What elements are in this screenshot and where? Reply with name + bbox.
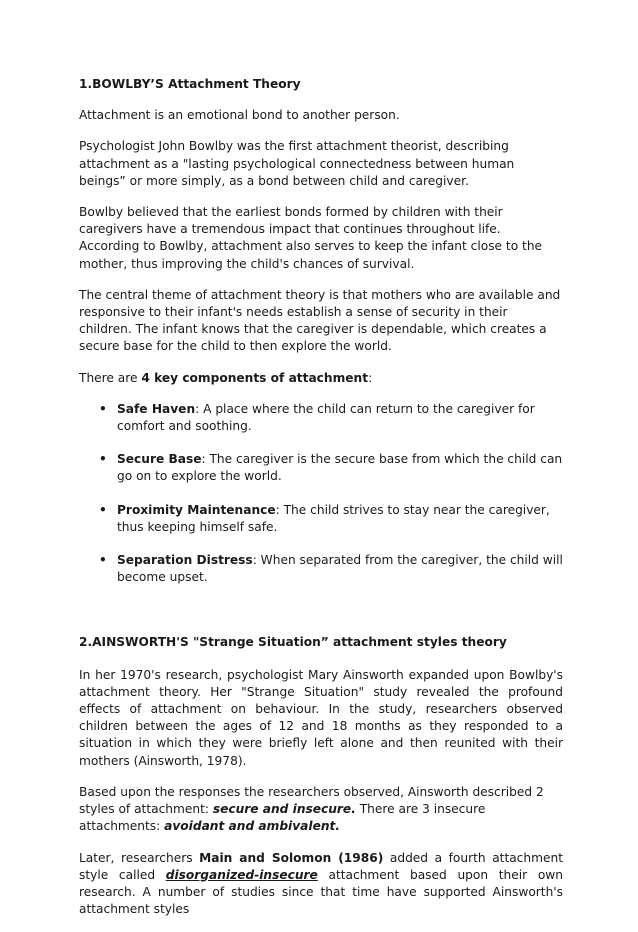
bullet-icon: •	[99, 452, 107, 467]
list-item	[79, 451, 563, 485]
component-term: Proximity Maintenance	[117, 502, 276, 517]
p2-text-c: There are 3 insecure attachments:	[79, 802, 486, 834]
component-term: Secure Base	[117, 452, 202, 467]
section1-paragraph-2: Psychologist John Bowlby was the first attachment theorist, describing attachment as a "lasting psychological connectedness between human beings” or more simply, as a bond between child and caregiver.	[79, 139, 515, 188]
section1-paragraph-1: Attachment is an emotional bond to another person.	[79, 108, 400, 123]
list-item	[79, 552, 563, 586]
list-item	[79, 502, 563, 536]
p3-text-a: Later, researchers	[79, 850, 200, 865]
section2-paragraph-1: In her 1970's research, psychologist Mary Ainsworth expanded upon Bowlby's attachment theory. Her "Strange Situation" study revealed the profound effects of attachment on behaviour. In the study, researchers observed children between the ages of 12 and 18 months as they responded to a situation in which they were briefly left alone and then reunited with their mothers (Ainsworth, 1978).	[79, 667, 563, 768]
p3-disorganized: disorganized-insecure	[165, 867, 318, 882]
component-term: Safe Haven	[117, 401, 196, 416]
bullet-icon: •	[99, 502, 107, 517]
section2-paragraph-3	[79, 850, 563, 919]
component-desc: : When separated from the caregiver, the child will become upset.	[117, 553, 563, 585]
document-page	[79, 76, 563, 932]
p5-bold: 4 key components of attachment	[141, 370, 369, 385]
component-term: Separation Distress	[117, 553, 253, 568]
p2-avoidant-ambivalent: avoidant and ambivalent.	[164, 819, 340, 834]
section1-title: 1.BOWLBY’S Attachment Theory	[79, 77, 301, 91]
components-list	[79, 401, 563, 587]
component-desc: : The caregiver is the secure base from which the child can go on to explore the world.	[117, 452, 563, 484]
bullet-icon: •	[99, 553, 107, 568]
p3-main-solomon: Main and Solomon (1986)	[199, 850, 384, 865]
list-item	[79, 401, 563, 435]
bullet-icon: •	[99, 401, 107, 416]
section1-paragraph-4: The central theme of attachment theory is that mothers who are available and responsive to their infant's needs establish a sense of security in their children. The infant knows that the caregiver is dependable, which creates a secure base for the child to then explore the world.	[79, 287, 561, 354]
p5-suffix: :	[368, 370, 373, 385]
section2-title: 2.AINSWORTH'S "Strange Situation” attachment styles theory	[79, 635, 507, 650]
p2-secure-insecure: secure and insecure.	[212, 802, 356, 817]
section-spacer	[79, 602, 563, 634]
component-desc: : A place where the child can return to the caregiver for comfort and soothing.	[117, 401, 535, 434]
section1-paragraph-5	[79, 370, 563, 387]
p3-text-e: attachment based upon their own research. A number of studies since that time have supported Ainsworth's attachment styles	[79, 867, 563, 917]
p5-prefix: There are	[79, 370, 142, 385]
p2-text-a: Based upon the responses the researchers observed, Ainsworth described 2 styles of attachment:	[79, 784, 544, 817]
p3-text-c: added a fourth attachment style called	[79, 850, 563, 882]
section1-paragraph-3: Bowlby believed that the earliest bonds formed by children with their caregivers have a tremendous impact that continues throughout life. According to Bowlby, attachment also serves to keep the infant close to the mother, thus improving the child's chances of survival.	[79, 205, 543, 271]
section2-paragraph-2	[79, 784, 563, 836]
component-desc: : The child strives to stay near the caregiver, thus keeping himself safe.	[117, 502, 550, 534]
